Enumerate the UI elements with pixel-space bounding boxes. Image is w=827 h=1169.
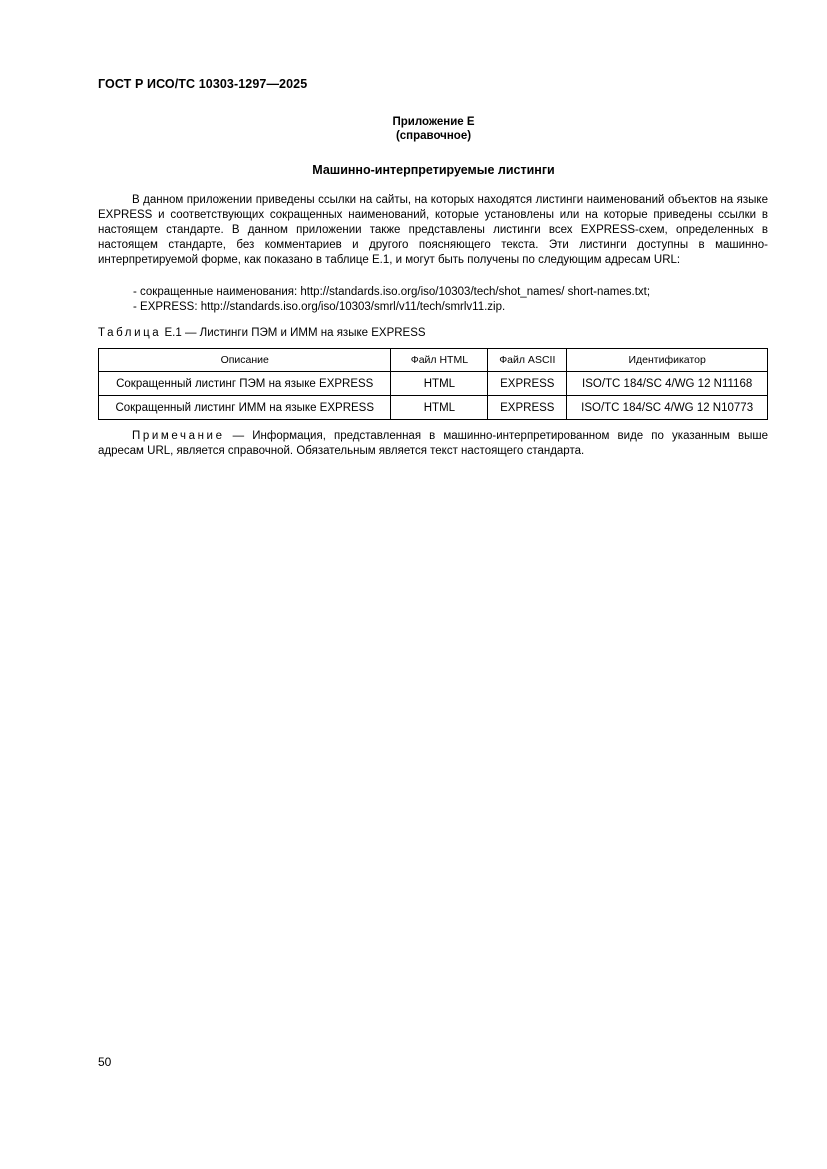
table-cell: Сокращенный листинг ПЭМ на языке EXPRESS	[99, 372, 391, 396]
table-row	[99, 372, 768, 396]
appendix-heading	[0, 115, 827, 143]
section-title	[0, 163, 827, 177]
table-cell: ISO/TC 184/SC 4/WG 12 N11168	[567, 372, 768, 396]
table-caption-text: Е.1 — Листинги ПЭМ и ИММ на языке EXPRESS	[161, 327, 426, 339]
table-cell: HTML	[391, 396, 488, 420]
table-cell: ISO/TC 184/SC 4/WG 12 N10773	[567, 396, 768, 420]
page-number: 50	[98, 1055, 112, 1069]
body-paragraph: В данном приложении приведены ссылки на сайты, на которых находятся листинги наименований объектов на языке EXPRESS и соответствующих сокращенных наименований, которые установлены или на которые приведены ссылки в настоящем стандарте. В данном приложении также представлены листинги всех EXPRESS-схем, определенных в настоящем стандарте, без комментариев и другого поясняющего текста. Эти листинги доступны в машинно-интерпретируемой форме, как показано в таблице Е.1, и могут быть получены по следующим адресам URL:	[98, 194, 768, 266]
listings-table	[98, 348, 768, 420]
note-label: Примечание	[132, 430, 225, 442]
list-item: - EXPRESS: http://standards.iso.org/iso/10303/smrl/v11/tech/smrlv11.zip.	[133, 301, 506, 313]
table-cell: HTML	[391, 372, 488, 396]
note-text: — Информация, представленная в машинно-интерпретированном виде по указанным выше адресам URL, является справочной. Обязательным является текст настоящего стандарта.	[98, 430, 768, 457]
document-header: ГОСТ Р ИСО/ТС 10303-1297—2025	[98, 77, 308, 91]
appendix-title: Приложение Е	[392, 116, 475, 128]
section-title-text: Машинно-интерпретируемые листинги	[312, 163, 555, 177]
body-paragraph-block	[98, 193, 768, 268]
appendix-subtitle: (справочное)	[395, 130, 472, 142]
table-cell: EXPRESS	[488, 396, 567, 420]
table-caption	[98, 327, 426, 339]
table-header-cell: Идентификатор	[567, 349, 768, 372]
table-header-row	[99, 349, 768, 372]
table-row	[99, 396, 768, 420]
table-header-cell: Файл ASCII	[488, 349, 567, 372]
list-item: - сокращенные наименования: http://standards.iso.org/iso/10303/tech/shot_names/ short-names.txt;	[133, 286, 651, 298]
table-cell: Сокращенный листинг ИММ на языке EXPRESS	[99, 396, 391, 420]
table-header-cell: Описание	[99, 349, 391, 372]
table-caption-label: Таблица	[98, 327, 162, 339]
table-header-cell: Файл HTML	[391, 349, 488, 372]
note-paragraph	[98, 429, 768, 459]
table-cell: EXPRESS	[488, 372, 567, 396]
